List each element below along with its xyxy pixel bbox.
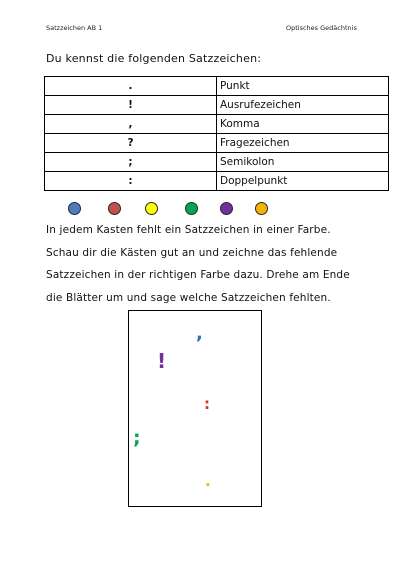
box-mark-exclamation: ! xyxy=(157,349,167,373)
table-row xyxy=(45,172,389,191)
table-symbol: ? xyxy=(45,134,217,153)
instruction-line: Schau dir die Kästen gut an und zeichne das fehlende xyxy=(46,246,338,259)
color-dot-orange xyxy=(255,202,268,215)
table-symbol: , xyxy=(45,115,217,134)
color-dot-blue xyxy=(68,202,81,215)
box-mark-semicolon: ; xyxy=(133,427,141,449)
table-symbol: ! xyxy=(45,96,217,115)
memory-box xyxy=(128,310,262,507)
table-symbol: . xyxy=(45,77,217,96)
table-row xyxy=(45,134,389,153)
table-row xyxy=(45,115,389,134)
color-dots xyxy=(0,202,400,218)
table-name: Punkt xyxy=(217,77,389,96)
box-mark-period: . xyxy=(205,472,211,490)
table-name: Semikolon xyxy=(217,153,389,172)
color-dot-green xyxy=(185,202,198,215)
table-name: Fragezeichen xyxy=(217,134,389,153)
box-mark-colon: : xyxy=(204,395,210,413)
instruction-line: die Blätter um und sage welche Satzzeichen fehlten. xyxy=(46,291,331,304)
color-dot-red xyxy=(108,202,121,215)
header-right: Optisches Gedächtnis xyxy=(286,24,357,32)
table-row xyxy=(45,77,389,96)
intro-text: Du kennst die folgenden Satzzeichen: xyxy=(46,52,262,65)
color-dot-yellow xyxy=(145,202,158,215)
instruction-line: In jedem Kasten fehlt ein Satzzeichen in einer Farbe. xyxy=(46,224,331,236)
table-name: Ausrufezeichen xyxy=(217,96,389,115)
header-left: Satzzeichen AB 1 xyxy=(46,24,103,32)
color-dot-purple xyxy=(220,202,233,215)
table-row xyxy=(45,153,389,172)
table-row xyxy=(45,96,389,115)
table-name: Komma xyxy=(217,115,389,134)
table-symbol: ; xyxy=(45,153,217,172)
box-mark-comma: , xyxy=(196,323,203,344)
table-symbol: : xyxy=(45,172,217,191)
table-name: Doppelpunkt xyxy=(217,172,389,191)
instructions xyxy=(46,219,376,309)
punctuation-table xyxy=(44,76,389,191)
instruction-line: Satzzeichen in der richtigen Farbe dazu. Drehe am Ende xyxy=(46,269,350,281)
